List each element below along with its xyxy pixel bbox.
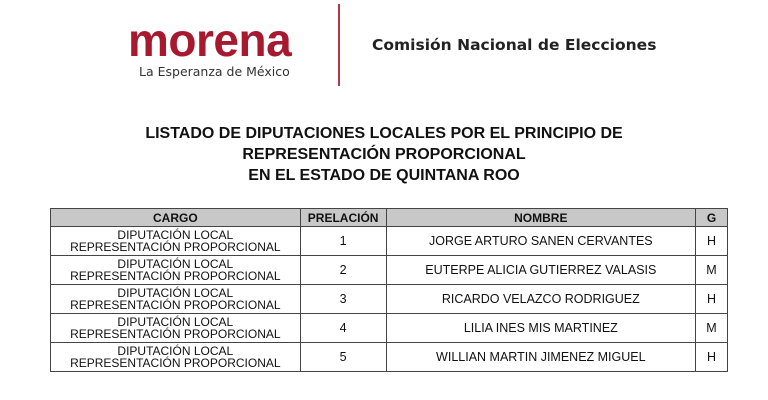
table-row <box>51 343 728 372</box>
table-row <box>51 314 728 343</box>
cargo-line-1: DIPUTACIÓN LOCAL <box>117 344 234 358</box>
cell-prelacion: 3 <box>300 285 386 314</box>
table-row <box>51 256 728 285</box>
cell-nombre: JORGE ARTURO SANEN CERVANTES <box>386 227 695 256</box>
column-header-nombre: NOMBRE <box>386 209 695 227</box>
document-header <box>0 0 768 100</box>
cell-cargo <box>51 314 301 343</box>
cell-gender: H <box>696 343 728 372</box>
title-line-1: LISTADO DE DIPUTACIONES LOCALES POR EL PRINCIPIO DE <box>145 125 623 142</box>
cargo-line-2: REPRESENTACIÓN PROPORCIONAL <box>70 298 281 312</box>
cell-prelacion: 1 <box>300 227 386 256</box>
cargo-line-1: DIPUTACIÓN LOCAL <box>117 315 234 329</box>
header-divider <box>338 4 340 86</box>
title-line-3: EN EL ESTADO DE QUINTANA ROO <box>248 167 520 184</box>
cell-gender: M <box>696 256 728 285</box>
cell-gender: M <box>696 314 728 343</box>
cargo-line-2: REPRESENTACIÓN PROPORCIONAL <box>70 356 281 370</box>
cell-gender: H <box>696 227 728 256</box>
table-row <box>51 227 728 256</box>
column-header-cargo: CARGO <box>51 209 301 227</box>
cargo-line-1: DIPUTACIÓN LOCAL <box>117 257 234 271</box>
cargo-line-2: REPRESENTACIÓN PROPORCIONAL <box>70 269 281 283</box>
cell-nombre: RICARDO VELAZCO RODRIGUEZ <box>386 285 695 314</box>
cargo-line-2: REPRESENTACIÓN PROPORCIONAL <box>70 240 281 254</box>
cell-cargo <box>51 343 301 372</box>
morena-logo: morena <box>128 14 292 66</box>
cell-prelacion: 5 <box>300 343 386 372</box>
cell-nombre: EUTERPE ALICIA GUTIERREZ VALASIS <box>386 256 695 285</box>
table-row <box>51 285 728 314</box>
cell-cargo <box>51 227 301 256</box>
document-title <box>0 123 768 186</box>
cell-prelacion: 4 <box>300 314 386 343</box>
candidates-table <box>50 208 728 372</box>
cell-cargo <box>51 285 301 314</box>
cell-cargo <box>51 256 301 285</box>
logo-tagline: La Esperanza de México <box>139 64 290 79</box>
commission-name: Comisión Nacional de Elecciones <box>372 36 657 54</box>
cell-nombre: LILIA INES MIS MARTINEZ <box>386 314 695 343</box>
column-header-g: G <box>696 209 728 227</box>
cell-nombre: WILLIAN MARTIN JIMENEZ MIGUEL <box>386 343 695 372</box>
cell-prelacion: 2 <box>300 256 386 285</box>
cargo-line-1: DIPUTACIÓN LOCAL <box>117 228 234 242</box>
cargo-line-2: REPRESENTACIÓN PROPORCIONAL <box>70 327 281 341</box>
title-line-2: REPRESENTACIÓN PROPORCIONAL <box>242 146 526 163</box>
table-header-row <box>51 209 728 227</box>
cargo-line-1: DIPUTACIÓN LOCAL <box>117 286 234 300</box>
column-header-prelacion: PRELACIÓN <box>300 209 386 227</box>
cell-gender: H <box>696 285 728 314</box>
